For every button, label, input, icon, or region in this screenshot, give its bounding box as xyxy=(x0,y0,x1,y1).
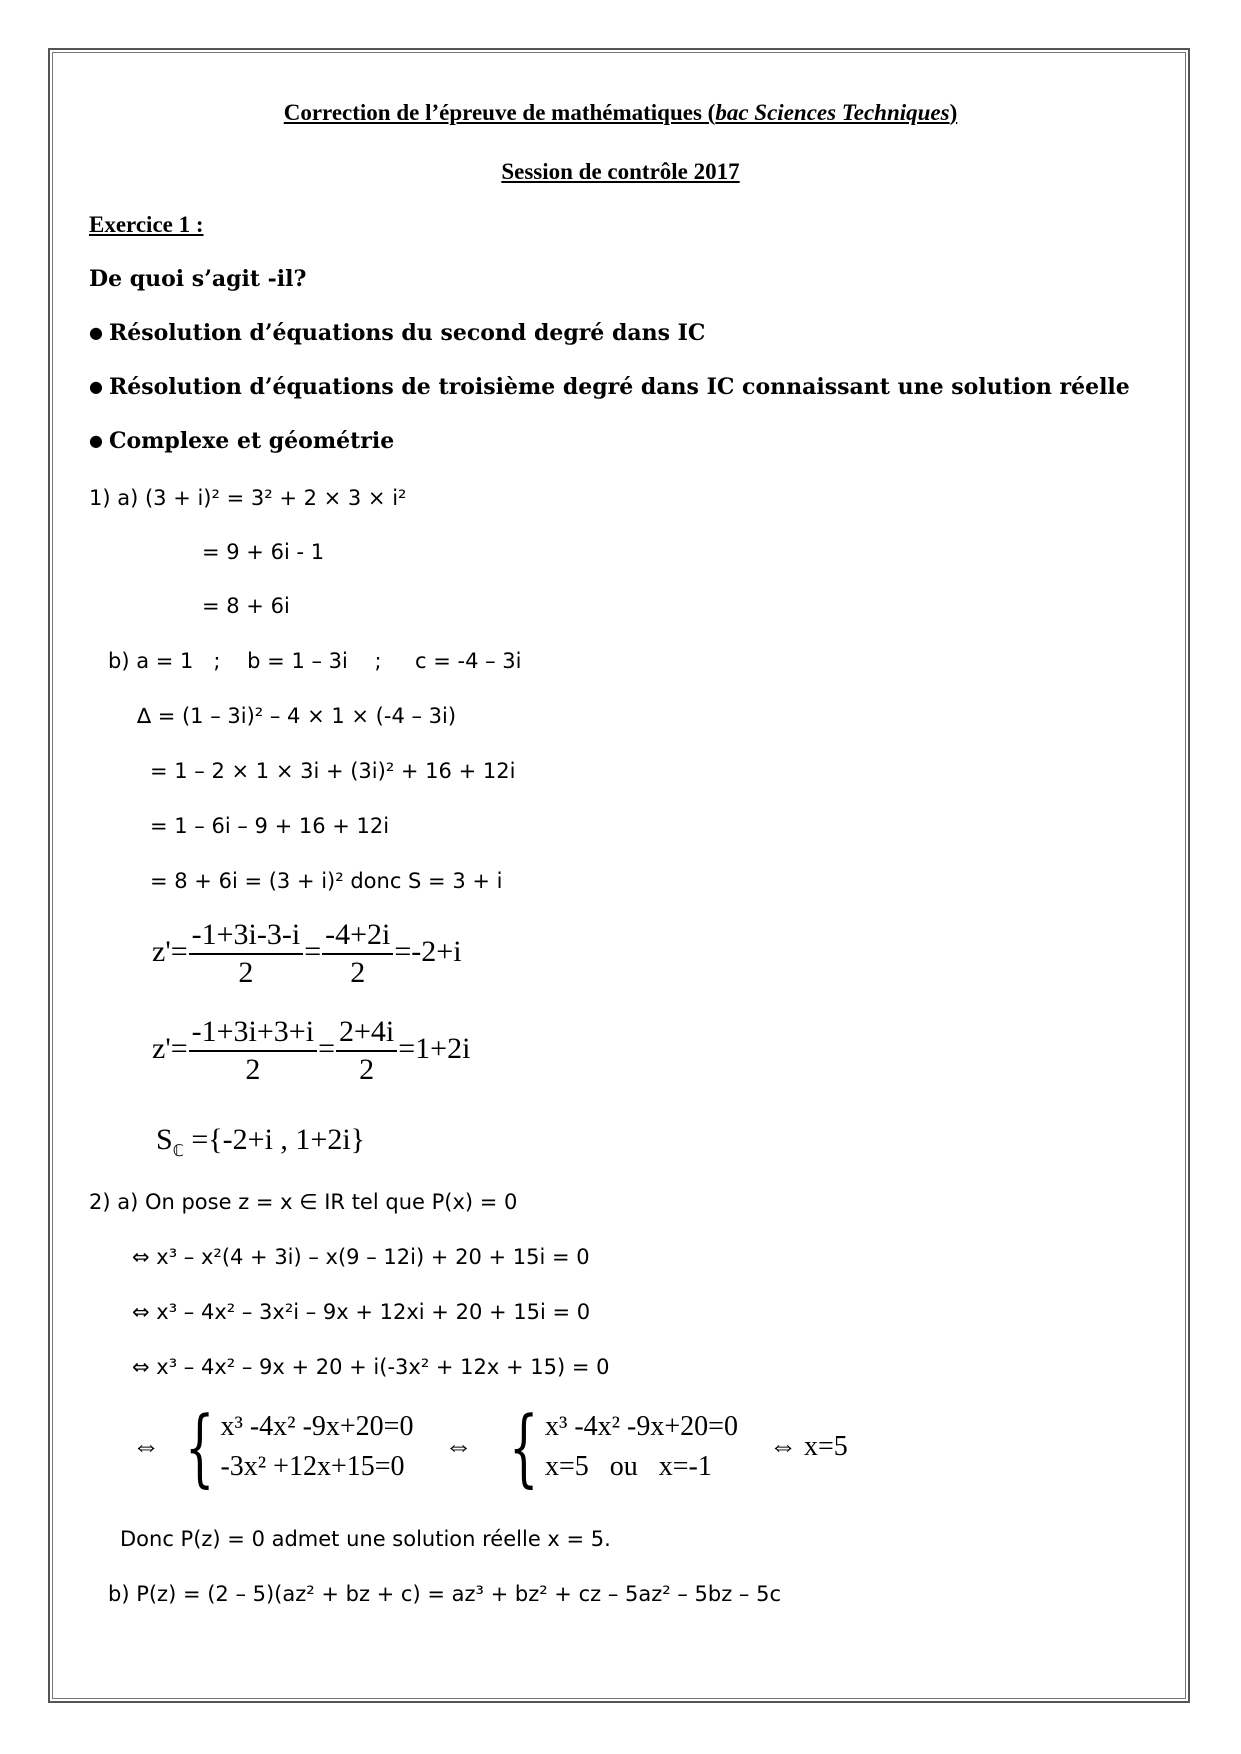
brace-icon: { xyxy=(509,1398,539,1496)
brace-icon: { xyxy=(185,1398,215,1496)
exercise-title: Exercice 1 : xyxy=(89,212,204,237)
document-title: Correction de l’épreuve de mathématiques (bac Sciences Techniques) xyxy=(283,100,958,125)
part2b-line1: b) P(z) = (2 – 5)(az² + bz + c) = az³ + bz² + cz – 5az² – 5bz – 5c xyxy=(108,1582,781,1606)
bullet-icon: ● xyxy=(89,323,103,342)
fraction: $\frac{-1+3i-3-i}{2}$ xyxy=(189,917,304,991)
part1a-line2: = 9 + 6i - 1 xyxy=(202,540,325,564)
discriminant-line3: = 1 – 6i – 9 + 16 + 12i xyxy=(150,814,390,838)
bullet-item-3: ● Complexe et géométrie xyxy=(89,428,395,454)
discriminant-line2: = 1 – 2 × 1 × 3i + (3i)² + 16 + 12i xyxy=(150,759,516,783)
exercise-question: De quoi s’agit -il? xyxy=(89,266,307,292)
bullet-item-1: ● Résolution d’équations du second degré dans IC xyxy=(89,320,706,346)
discriminant-line4: = 8 + 6i = (3 + i)² donc S = 3 + i xyxy=(150,869,503,893)
part2a-line1: 2) a) On pose z = x ∈ IR tel que P(x) = 0 xyxy=(89,1190,518,1214)
bullet-icon: ● xyxy=(89,431,103,450)
system-2: { x³ -4x² -9x+20=0 x=5 ou x=-1 xyxy=(509,1398,738,1496)
part2a-line2: ⇔ x³ – x²(4 + 3i) – x(9 – 12i) + 20 + 15i = 0 xyxy=(132,1245,590,1269)
bullet-icon: ● xyxy=(89,377,103,396)
session-title: Session de contrôle 2017 xyxy=(501,159,740,184)
part1a-line1: 1) a) (3 + i)² = 3² + 2 × 3 × i² xyxy=(89,486,407,510)
fraction: $\frac{2+4i}{2}$ xyxy=(336,1014,397,1088)
root2-formula: z'= $\frac{-1+3i+3+i}{2}$ = $\frac{2+4i}{2}$ =1+2i xyxy=(152,1015,471,1086)
system-1: { x³ -4x² -9x+20=0 -3x² +12x+15=0 xyxy=(185,1398,414,1496)
part1b-coefficients: b) a = 1 ; b = 1 – 3i ; c = -4 – 3i xyxy=(108,649,522,673)
discriminant-line1: ∆ = (1 – 3i)² – 4 × 1 × (-4 – 3i) xyxy=(137,704,457,728)
part1a-line3: = 8 + 6i xyxy=(202,594,290,618)
root1-formula: z'= $\frac{-1+3i-3-i}{2}$ = $\frac{-4+2i}{2}$ =-2+i xyxy=(152,918,462,989)
part2a-line3: ⇔ x³ – 4x² – 3x²i – 9x + 12xi + 20 + 15i = 0 xyxy=(132,1300,591,1324)
fraction: $\frac{-1+3i+3+i}{2}$ xyxy=(189,1014,317,1088)
part2a-line4: ⇔ x³ – 4x² – 9x + 20 + i(-3x² + 12x + 15) = 0 xyxy=(132,1355,610,1379)
fraction: $\frac{-4+2i}{2}$ xyxy=(322,917,393,991)
equation-system: ⇔ { x³ -4x² -9x+20=0 -3x² +12x+15=0 ⇔ { x³ -4x² -9x+20=0 x=5 ou x=-1 ⇔ x=5 xyxy=(132,1398,848,1496)
bullet-item-2: ● Résolution d’équations de troisième degré dans IC connaissant une solution réelle xyxy=(89,374,1130,400)
solution-set: $S_ℂ =\{-2+i$ , 1+2i} xyxy=(156,1123,366,1160)
part2a-conclusion: Donc P(z) = 0 admet une solution réelle x = 5. xyxy=(120,1527,611,1551)
